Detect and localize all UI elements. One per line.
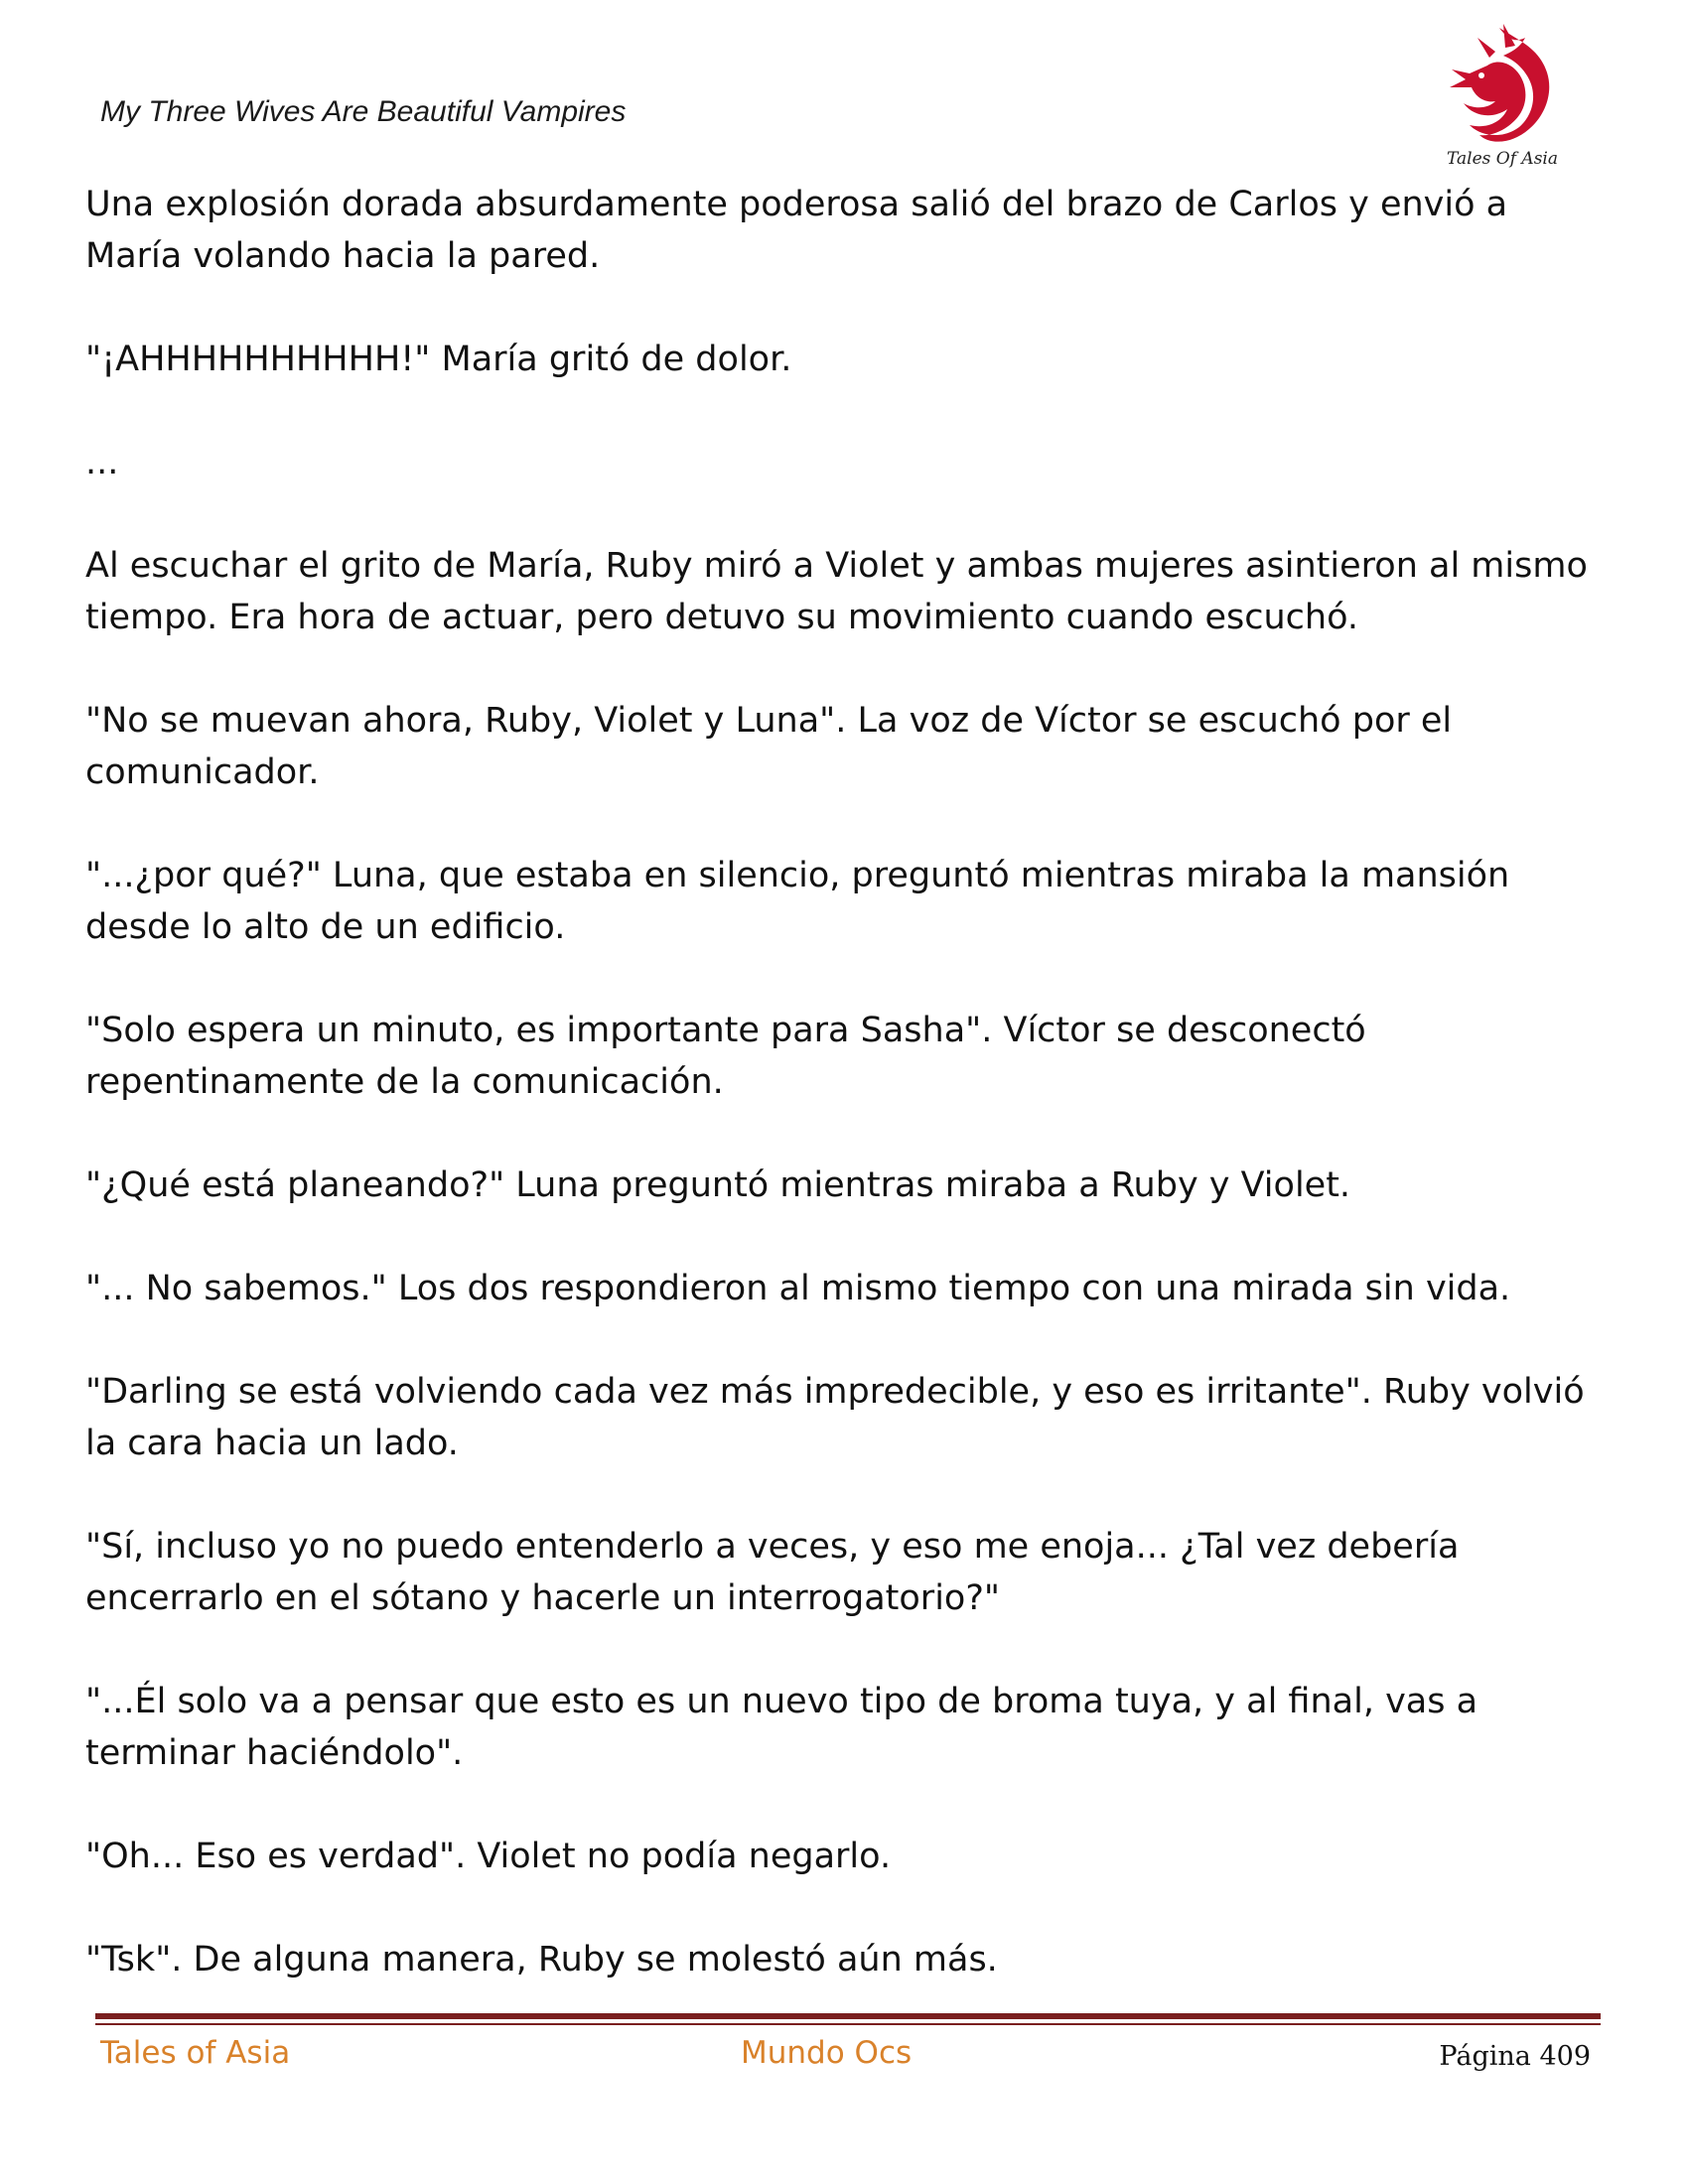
footer-divider-thin: [95, 2023, 1601, 2025]
paragraph: "Solo espera un minuto, es importante para Sasha". Víctor se desconectó repentinamente de la comunicación.: [85, 1011, 1366, 1102]
book-title: My Three Wives Are Beautiful Vampires: [100, 95, 627, 128]
paragraph: "...¿por qué?" Luna, que estaba en silencio, preguntó mientras miraba la mansión desde lo alto de un edificio.: [85, 856, 1510, 947]
page-number: Página 409: [1439, 2041, 1591, 2072]
footer-site-name: Tales of Asia: [100, 2035, 291, 2071]
paragraph: "Tsk". De alguna manera, Ruby se molestó aún más.: [85, 1940, 998, 1979]
paragraph: "¡AHHHHHHHHHH!" María gritó de dolor.: [85, 340, 792, 379]
paragraph: "Darling se está volviendo cada vez más impredecible, y eso es irritante". Ruby volvió la cara hacia un lado.: [85, 1372, 1585, 1463]
paragraph: "Oh... Eso es verdad". Violet no podía negarlo.: [85, 1837, 892, 1876]
paragraph: "... No sabemos." Los dos respondieron al mismo tiempo con una mirada sin vida.: [85, 1269, 1511, 1308]
paragraph: "...Él solo va a pensar que esto es un nuevo tipo de broma tuya, y al final, vas a terminar haciéndolo".: [85, 1682, 1478, 1773]
logo-text: Tales Of Asia: [1447, 149, 1558, 169]
paragraph: "No se muevan ahora, Ruby, Violet y Luna". La voz de Víctor se escuchó por el comunicador.: [85, 701, 1453, 792]
paragraph: ...: [85, 443, 119, 482]
paragraph: Una explosión dorada absurdamente poderosa salió del brazo de Carlos y envió a María volando hacia la pared.: [85, 185, 1508, 276]
paragraph: "¿Qué está planeando?" Luna preguntó mientras miraba a Ruby y Violet.: [85, 1165, 1351, 1205]
footer-divider: [95, 2013, 1601, 2019]
paragraph: Al escuchar el grito de María, Ruby miró a Violet y ambas mujeres asintieron al mismo tiempo. Era hora de actuar, pero detuvo su movimiento cuando escuchó.: [85, 546, 1588, 637]
footer-source: Mundo Ocs: [741, 2035, 913, 2071]
paragraph: "Sí, incluso yo no puedo entenderlo a veces, y eso me enoja... ¿Tal vez debería encerrarlo en el sótano y hacerle un interrogatorio?": [85, 1527, 1460, 1618]
page-header: [0, 0, 1688, 189]
chapter-text: [85, 179, 1615, 2037]
